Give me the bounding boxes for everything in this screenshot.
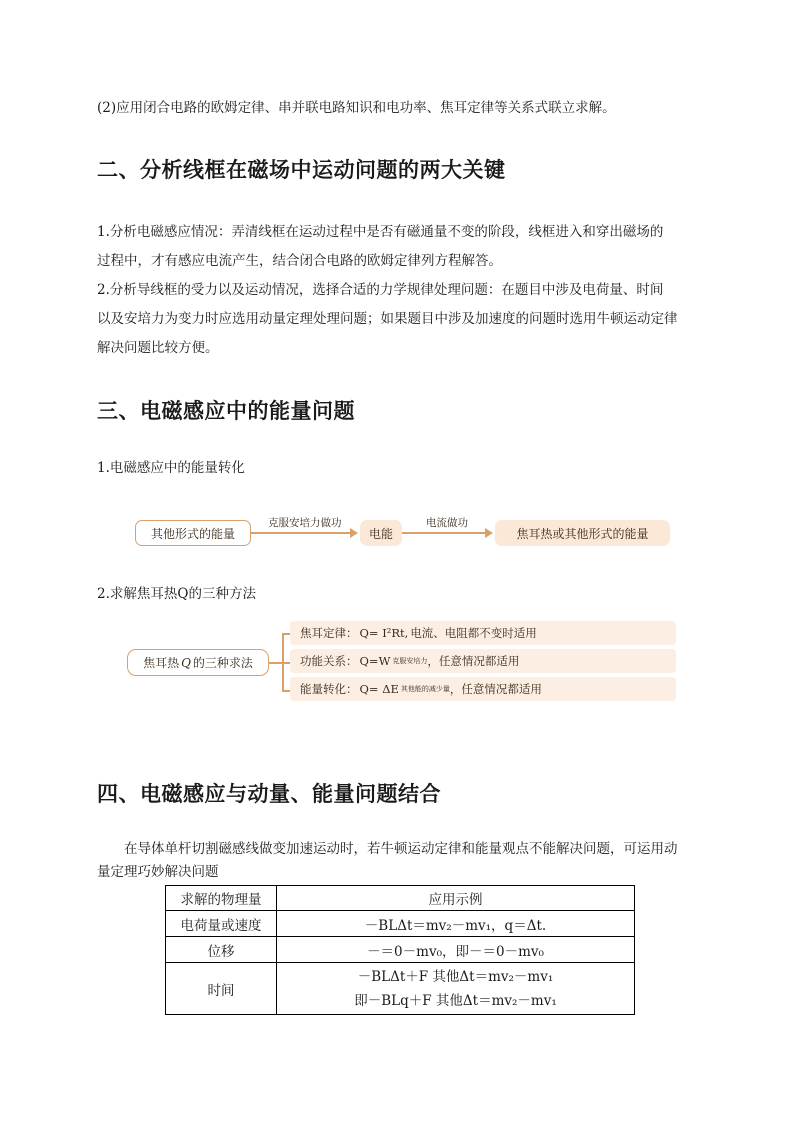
method-3-formula: Q= ΔE [359,682,399,696]
section2-body [97,218,678,363]
table-cell-quantity: 电荷量或速度 [166,911,277,937]
method-row-joule-law [290,621,676,645]
method-2-note: ，任意情况都适用 [427,654,520,668]
table-row [166,911,635,937]
section2-line-1: 1.分析电磁感应情况：弄清线框在运动过程中是否有磁通量不变的阶段，线框进入和穿出磁场的 [97,224,664,240]
section2-line-2: 过程中，才有感应电流产生，结合闭合电路的欧姆定律列方程解答。 [97,253,502,269]
section4-para-line1: 在导体单杆切割磁感线做变加速运动时，若牛顿运动定律和能量观点不能解决问题，可运用动 [124,841,678,857]
methods-main-q: Q [181,655,191,670]
bracket-branch-2 [282,662,290,664]
table-header-row [166,886,635,911]
flow-box-joule-heat: 焦耳热或其他形式的能量 [495,520,670,546]
section4-heading: 四、电磁感应与动量、能量问题结合 [97,782,441,806]
method-3-label: 能量转化： [300,682,358,696]
section3-sub2: 2.求解焦耳热Q的三种方法 [97,586,256,602]
flow-arrow1-label: 克服安培力做功 [268,517,342,529]
flow-arrow2-head-icon [485,528,493,538]
section3-sub1: 1.电磁感应中的能量转化 [97,460,245,476]
flow-box-electric-energy: 电能 [360,520,402,546]
flow-arrow2-line [402,532,486,534]
table-cell-quantity: 位移 [166,937,277,963]
section2-line-5: 解决问题比较方便。 [97,340,219,356]
method-1-formula: Q= I²Rt, [359,626,409,640]
method-3-note: ，任意情况都适用 [449,682,542,696]
flow-box-other-energy: 其他形式的能量 [135,520,251,546]
method-2-label: 功能关系： [300,654,358,668]
table-header-quantity: 求解的物理量 [166,886,277,911]
section2-line-4: 以及安培力为变力时应选用动量定理处理问题；如果题目中涉及加速度的问题时选用牛顿运动定律 [97,311,678,327]
table-row [166,963,635,1015]
method-3-subscript: 其他能的减少量 [400,685,450,693]
section4-para-line2: 量定理巧妙解决问题 [97,864,219,880]
bracket-branch-3 [282,690,290,692]
section2-heading: 二、分析线框在磁场中运动问题的两大关键 [97,158,506,182]
method-row-energy-conversion [290,677,676,701]
methods-main-box [127,649,269,676]
bracket-stem [269,662,282,664]
section2-line-3: 2.分析导线框的受力以及运动情况，选择合适的力学规律处理问题：在题目中涉及电荷量、时间 [97,282,664,298]
bracket-branch-1 [282,633,290,635]
table-cell-example [277,963,635,1015]
table-cell-example-line-2: 即－BLq＋F 其他Δt＝mv₂－mv₁ [354,992,557,1009]
table-cell-example: －＝0－mv₀，即－＝0－mv₀ [277,937,635,963]
section3-heading: 三、电磁感应中的能量问题 [97,399,355,423]
flow-arrow2-label: 电流做功 [426,517,468,529]
table-row [166,937,635,963]
flow-arrow1-head-icon [350,528,358,538]
method-1-note: 电流、电阻都不变时适用 [410,626,537,640]
table-header-example: 应用示例 [277,886,635,911]
table-cell-quantity: 时间 [166,963,277,1015]
methods-main-prefix: 焦耳热 [143,656,180,670]
application-table [165,885,635,1015]
table-cell-example: －BLΔt＝mv₂－mv₁，q＝Δt. [277,911,635,937]
method-1-label: 焦耳定律： [300,626,358,640]
intro-line: (2)应用闭合电路的欧姆定律、串并联电路知识和电功率、焦耳定律等关系式联立求解。 [97,100,616,116]
methods-main-suffix: 的三种求法 [192,656,253,670]
table-cell-example-line-1: －BLΔt＋F 其他Δt＝mv₂－mv₁ [357,968,554,985]
flow-arrow1-line [251,532,351,534]
method-2-subscript: 克服安培力 [392,657,428,665]
method-2-formula: Q=W [359,654,391,668]
method-row-work-energy [290,649,676,673]
